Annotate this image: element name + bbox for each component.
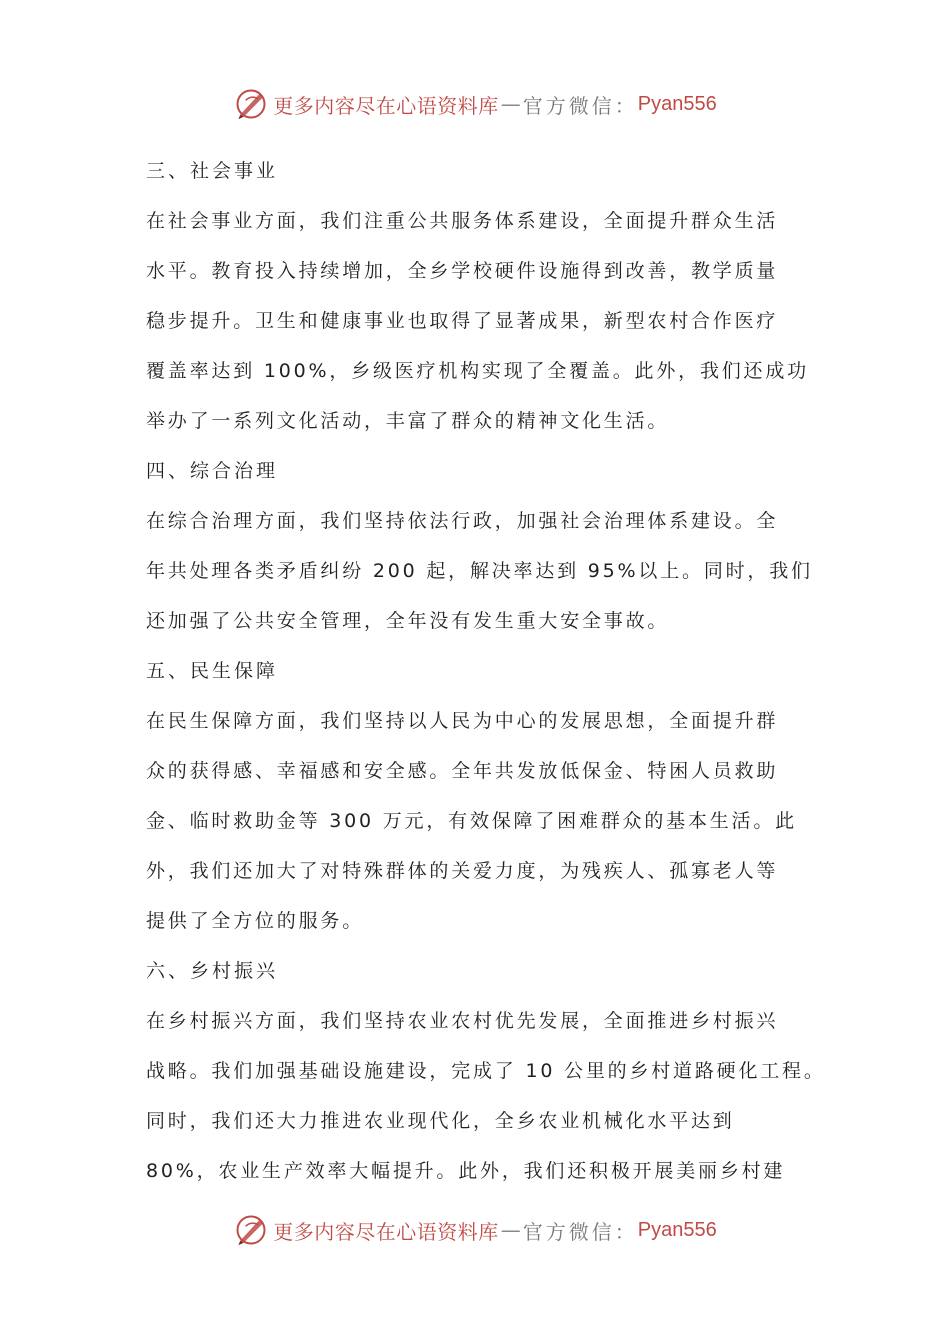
banner-official-label: 官方微信： — [522, 1219, 638, 1244]
banner-dash: — — [500, 92, 521, 116]
pen-logo-icon — [233, 86, 269, 122]
section-heading: 三、社会事业 — [146, 160, 279, 182]
body-line: 80%，农业生产效率大幅提升。此外，我们还积极开展美丽乡村建 — [146, 1160, 786, 1182]
body-line: 战略。我们加强基础设施建设，完成了 10 公里的乡村道路硬化工程。 — [146, 1060, 826, 1082]
header-banner — [0, 82, 950, 126]
body-line: 水平。教育投入持续增加，全乡学校硬件设施得到改善，教学质量 — [146, 260, 779, 282]
body-line: 众的获得感、幸福感和安全感。全年共发放低保金、特困人员救助 — [146, 760, 779, 782]
body-line: 在民生保障方面，我们坚持以人民为中心的发展思想，全面提升群 — [146, 710, 779, 732]
body-line: 稳步提升。卫生和健康事业也取得了显著成果，新型农村合作医疗 — [146, 310, 779, 332]
body-line: 年共处理各类矛盾纠纷 200 起，解决率达到 95%以上。同时，我们 — [146, 560, 813, 582]
footer-banner — [0, 1208, 950, 1252]
body-line: 金、临时救助金等 300 万元，有效保障了困难群众的基本生活。此 — [146, 810, 797, 832]
banner-official-label: 官方微信： — [522, 93, 638, 118]
section-heading: 六、乡村振兴 — [146, 960, 279, 982]
section-heading: 五、民生保障 — [146, 660, 279, 682]
body-line: 同时，我们还大力推进农业现代化，全乡农业机械化水平达到 — [146, 1110, 735, 1132]
banner-handle: Pyan556 — [637, 1218, 717, 1241]
section-heading: 四、综合治理 — [146, 460, 279, 482]
body-line: 外，我们还加大了对特殊群体的关爱力度，为残疾人、孤寡老人等 — [146, 860, 779, 882]
body-line: 在社会事业方面，我们注重公共服务体系建设，全面提升群众生活 — [146, 210, 779, 232]
pen-logo-icon — [233, 1212, 269, 1248]
body-line: 提供了全方位的服务。 — [146, 910, 365, 932]
banner-dash: — — [500, 1218, 521, 1242]
banner-site-text: 更多内容尽在心语资料库 — [273, 93, 499, 118]
banner-site-text: 更多内容尽在心语资料库 — [273, 1219, 499, 1244]
banner-handle: Pyan556 — [637, 92, 717, 115]
body-line: 还加强了公共安全管理，全年没有发生重大安全事故。 — [146, 610, 670, 632]
body-line: 在乡村振兴方面，我们坚持农业农村优先发展，全面推进乡村振兴 — [146, 1010, 779, 1032]
body-line: 在综合治理方面，我们坚持依法行政，加强社会治理体系建设。全 — [146, 510, 779, 532]
body-line: 覆盖率达到 100%，乡级医疗机构实现了全覆盖。此外，我们还成功 — [146, 360, 809, 382]
body-line: 举办了一系列文化活动，丰富了群众的精神文化生活。 — [146, 410, 670, 432]
document-body — [146, 146, 826, 1196]
